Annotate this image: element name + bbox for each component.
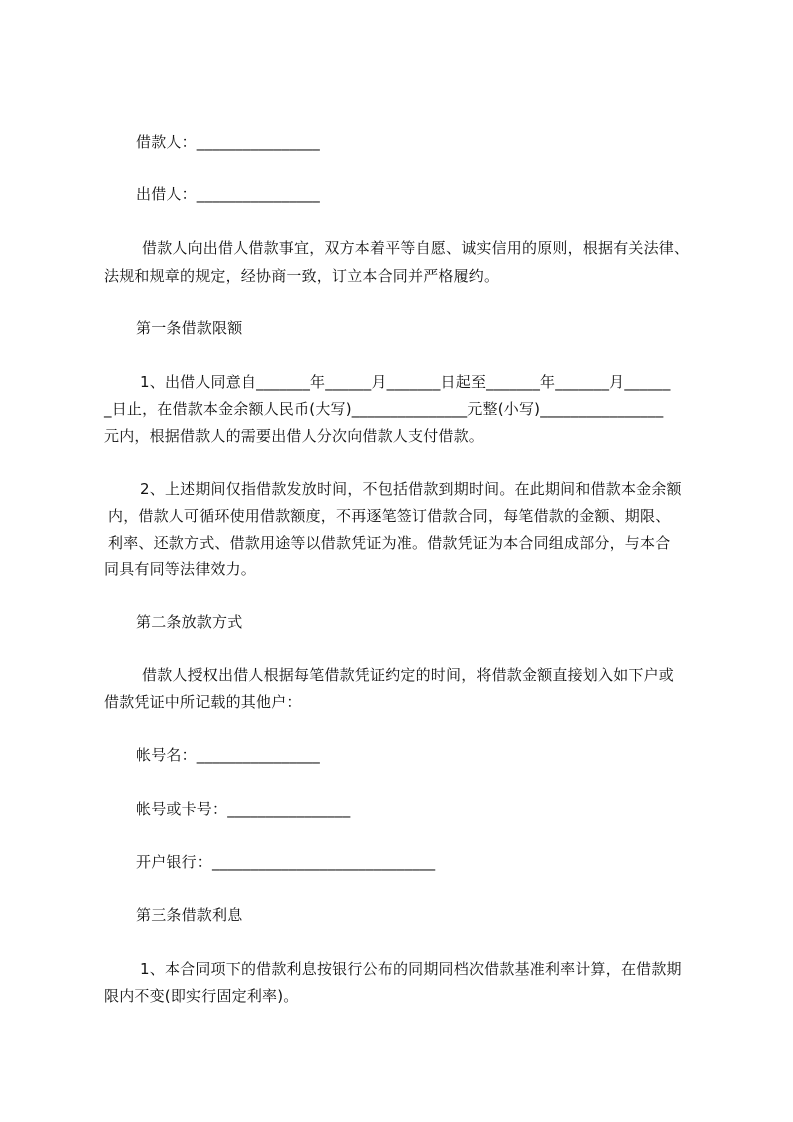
- article2-text-line-1: 借款人授权出借人根据每笔借款凭证约定的时间，将借款金额直接划入如下户或: [142, 666, 675, 684]
- article1-item1-line-3: 元内，根据借款人的需要出借人分次向借款人支付借款。: [104, 427, 485, 445]
- article1-item1-line-2: _日止，在借款本金余额人民币(大写)_______________元整(小写)________________: [104, 400, 664, 418]
- article1-item2-line-1: 2、上述期间仅指借款发放时间，不包括借款到期时间。在此期间和借款本金余额: [140, 480, 682, 498]
- article2-text-line-2: 借款凭证中所记载的其他户：: [104, 693, 302, 711]
- account-number-line: 帐号或卡号：________________: [136, 800, 351, 818]
- account-name-line: 帐号名：________________: [136, 746, 321, 764]
- article1-item2-line-3: 利率、还款方式、借款用途等以借款凭证为准。借款凭证为本合同组成部分，与本合: [108, 534, 671, 552]
- intro-line-1: 借款人向出借人借款事宜，双方本着平等自愿、诚实信用的原则，根据有关法律、: [142, 239, 690, 257]
- article3-title: 第三条借款利息: [136, 906, 243, 924]
- lender-line: 出借人：________________: [136, 185, 321, 203]
- article1-item1-line-1: 1、出借人同意自_______年______月_______日起至_______年_______月______: [140, 373, 671, 391]
- article1-title: 第一条借款限额: [136, 319, 243, 337]
- article3-item1-line-1: 1、本合同项下的借款利息按银行公布的同期同档次借款基准利率计算，在借款期: [140, 960, 682, 978]
- article1-item2-line-2: 内，借款人可循环使用借款额度，不再逐笔签订借款合同，每笔借款的金额、期限、: [108, 507, 671, 525]
- intro-line-2: 法规和规章的规定，经协商一致，订立本合同并严格履约。: [104, 267, 500, 285]
- article3-item1-line-2: 限内不变(即实行固定利率)。: [104, 987, 299, 1005]
- borrower-line: 借款人：________________: [136, 133, 321, 151]
- bank-line: 开户银行：_____________________________: [136, 853, 436, 871]
- article1-item2-line-4: 同具有同等法律效力。: [104, 560, 257, 578]
- article2-title: 第二条放款方式: [136, 613, 243, 631]
